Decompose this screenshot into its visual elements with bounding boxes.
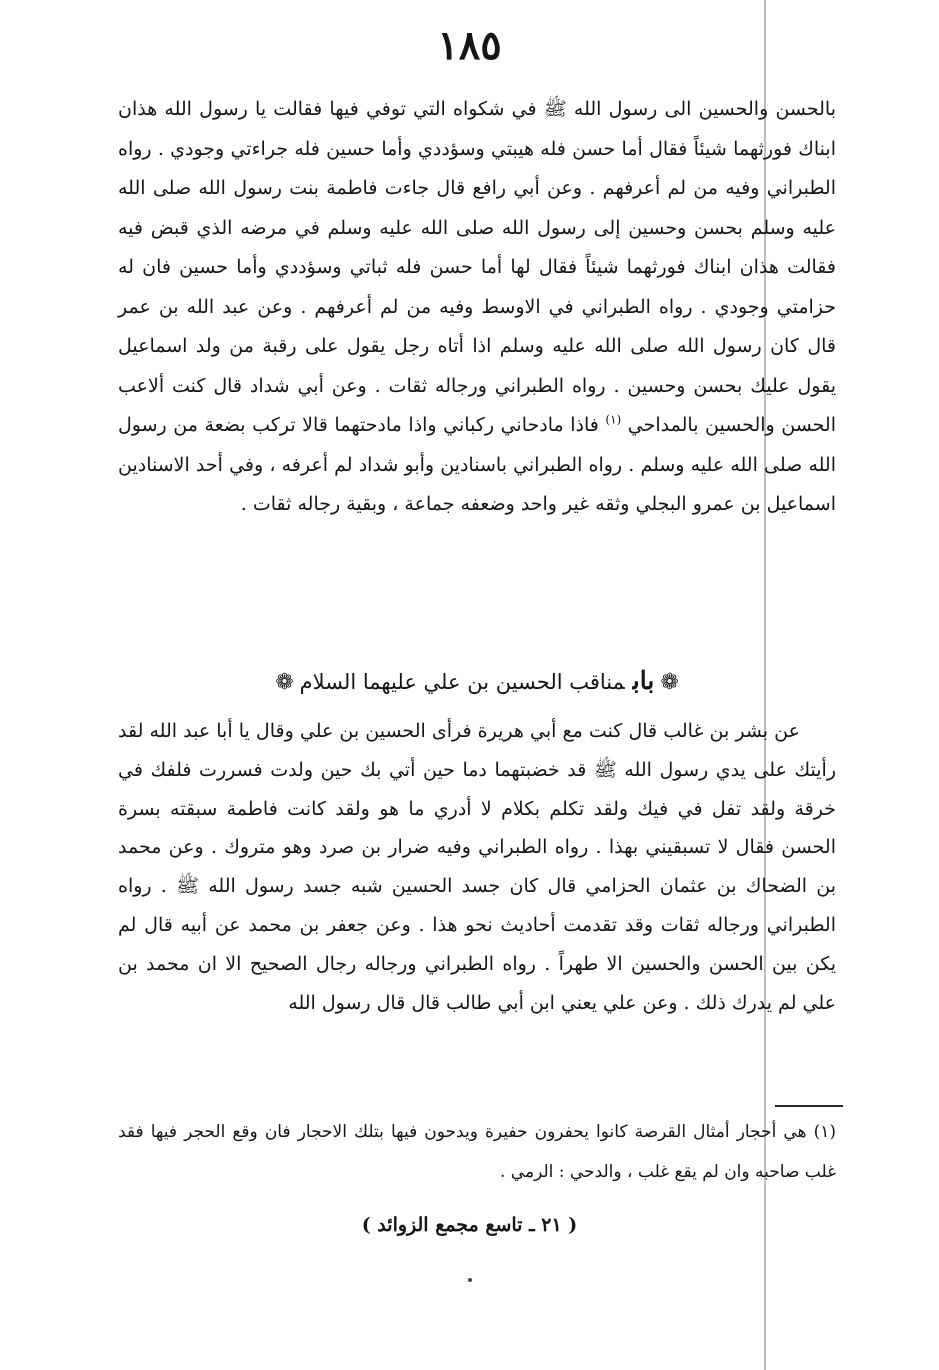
ornament-icon: ❁ bbox=[275, 670, 294, 695]
heading-chapter-word: باب bbox=[632, 666, 655, 695]
section-paragraph bbox=[118, 712, 836, 1022]
footnote: (١) هي أحجار أمثال القرصة كانوا يحفرون حفيرة ويدحون فيها بتلك الاحجار فان وقع الحجر فيها فقد غلب صاحبه وان لم يقع غلب ، والدحي : الرمي . bbox=[118, 1122, 836, 1182]
signature-mark: ( ٢١ ـ تاسع مجمع الزوائد ) bbox=[361, 1214, 578, 1236]
paragraph-text-part-1: بالحسن والحسين الى رسول الله ﷺ في شكواه التي توفي فيها فقالت يا رسول الله هذان ابناك فورثهما شيئاً فقال أما حسن فله هيبتي وسؤددي وأما حسين فله جراءتي وجودي . رواه الطبراني وفيه من لم أعرفهم . وعن أبي رافع قال جاءت فاطمة بنت رسول الله صلى الله عليه وسلم بحسن وحسين إلى رسول الله صلى الله عليه وسلم في مرضه الذي قبض فيه فقالت هذان ابناك فورثهما شيئاً فقال لها أما حسن فله ثباتي وسؤددي وأما حسين فان له حزامتي وجودي . رواه الطبراني في الاوسط وفيه من لم أعرفهم . وعن عبد الله بن عمر قال كان رسول الله صلى الله عليه وسلم اذا أتاه رجل يقول على رقبة من ولد اسماعيل يقول عليك بحسن وحسين . رواه الطبراني ورجاله ثقات . وعن أبي شداد قال كنت ألاعب الحسن والحسين بالمداحي bbox=[118, 98, 836, 436]
section-heading bbox=[118, 661, 836, 703]
paragraph-text-part-2: فاذا مادحاني ركباني واذا مادحتهما قالا تركب بضعة من رسول الله صلى الله عليه وسلم . رواه الطبراني باسنادين وأبو شداد لم أعرفه ، وفي أحد الاسنادين اسماعيل بن عمرو البجلي وثقه غير واحد وضعفه جماعة ، وبقية رجاله ثقات . bbox=[118, 414, 836, 515]
paragraph-continuation bbox=[118, 90, 836, 525]
footnote-separator bbox=[775, 1105, 843, 1107]
footnote-reference: (١) bbox=[605, 412, 622, 427]
print-speck bbox=[468, 1278, 472, 1282]
section-paragraph-text: عن بشر بن غالب قال كنت مع أبي هريرة فرأى الحسين بن علي وقال يا أبا عبد الله لقد رأيتك على يدي رسول الله ﷺ قد خضبتهما دما حين أتي بك حين ولدت فسررت فلفك في خرقة ولقد تفل في فيك ولقد تكلم بكلام لا أدري ما هو ولقد كانت فاطمة سبقته بسرة الحسن فقال لا تسبقيني بهذا . رواه الطبراني وفيه ضرار بن صرد وهو متروك . وعن محمد بن الضحاك بن عثمان الحزامي قال كان جسد الحسين شبه جسد رسول الله ﷺ . رواه الطبراني ورجاله ثقات وقد تقدمت أحاديث نحو هذا . وعن جعفر بن محمد عن أبيه قال لم يكن بين الحسن والحسين الا طهراً . رواه الطبراني ورجاله رجال الصحيح الا ان محمد بن علي لم يدرك ذلك . وعن علي يعني ابن أبي طالب قال قال رسول الله bbox=[118, 720, 836, 1014]
page-number: ١٨٥ bbox=[437, 22, 502, 69]
ornament-icon: ❁ bbox=[660, 670, 679, 695]
heading-title: مناقب الحسين بن علي عليهما السلام bbox=[299, 670, 625, 694]
